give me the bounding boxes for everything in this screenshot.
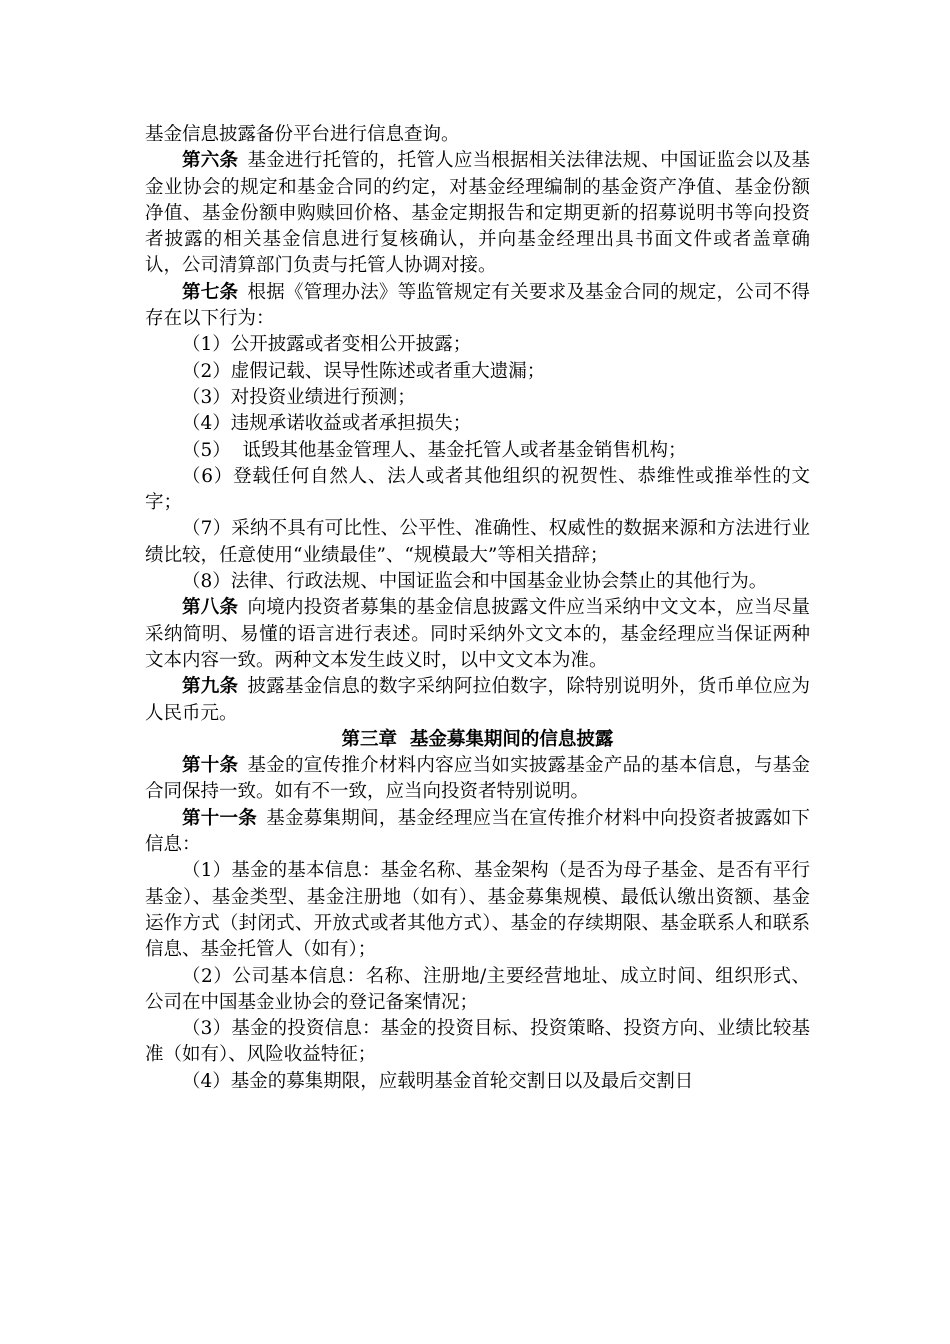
article-10-text: 基金的宣传推介材料内容应当如实披露基金产品的基本信息，与基金合同保持一致。如有不一致，应当向投资者特别说明。 [145, 755, 810, 803]
article-6 [145, 148, 810, 279]
article-9-label: 第九条 [182, 676, 239, 698]
document-page [145, 122, 810, 1095]
article-7-item: （2）虚假记载、误导性陈述或者重大遗漏； [182, 360, 546, 382]
article-7-item: （4）违规承诺收益或者承担损失； [182, 413, 472, 435]
article-11 [145, 806, 810, 859]
article-7-item: （7）采纳不具有可比性、公平性、准确性、权威性的数据来源和方法进行业绩比较，任意使用“业绩最佳”、“规模最大”等相关措辞； [145, 518, 810, 566]
article-7-item: （8）法律、行政法规、中国证监会和中国基金业协会禁止的其他行为。 [182, 571, 768, 593]
article-7-item: （3）对投资业绩进行预测； [182, 386, 416, 408]
chapter-heading: 第三章 基金募集期间的信息披露 [341, 728, 614, 750]
article-11-item: （2）公司基本信息：名称、注册地/主要经营地址、成立时间、组织形式、公司在中国基金业协会的登记备案情况； [145, 965, 810, 1013]
article-11-text: 基金募集期间，基金经理应当在宣传推介材料中向投资者披露如下信息： [145, 807, 810, 856]
article-6-text: 基金进行托管的，托管人应当根据相关法律法规、中国证监会以及基金业协会的规定和基金合同的约定，对基金经理编制的基金资产净值、基金份额净值、基金份额申购赎回价格、基金定期报告和定期更新的招募说明书等向投资者披露的相关基金信息进行复核确认，并向基金经理出具书面文件或者盖章确认，公司清算部门负责与托管人协调对接。 [145, 150, 810, 277]
article-11-item: （1）基金的基本信息：基金名称、基金架构（是否为母子基金、是否有平行基金）、基金类型、基金注册地（如有）、基金募集规模、最低认缴出资额、基金运作方式（封闭式、开放式或者其他方式）、基金的存续期限、基金联系人和联系信息、基金托管人（如有）； [145, 860, 810, 961]
article-10 [145, 753, 810, 806]
article-11-label: 第十一条 [182, 807, 258, 829]
article-7 [145, 280, 810, 333]
article-6-label: 第六条 [182, 150, 239, 172]
article-11-item: （3）基金的投资信息：基金的投资目标、投资策略、投资方向、业绩比较基准（如有）、风险收益特征； [145, 1018, 810, 1066]
article-9 [145, 674, 810, 727]
article-7-item: （6）登载任何自然人、法人或者其他组织的祝贺性、恭维性或推举性的文字； [145, 465, 810, 514]
article-7-text: 根据《管理办法》等监管规定有关要求及基金合同的规定，公司不得存在以下行为： [145, 281, 810, 330]
article-7-item: （5） 诋毁其他基金管理人、基金托管人或者基金销售机构； [182, 439, 687, 461]
article-9-text: 披露基金信息的数字采纳阿拉伯数字，除特别说明外，货币单位应为人民币元。 [145, 676, 810, 724]
article-7-label: 第七条 [182, 281, 239, 303]
article-8-text: 向境内投资者募集的基金信息披露文件应当采纳中文文本，应当尽量采纳简明、易懂的语言进行表述。同时采纳外文文本的，基金经理应当保证两种文本内容一致。两种文本发生歧义时，以中文文本为准。 [145, 597, 810, 671]
continued-paragraph: 基金信息披露备份平台进行信息查询。 [145, 124, 460, 145]
article-10-label: 第十条 [182, 755, 239, 777]
article-8 [145, 595, 810, 674]
article-8-label: 第八条 [182, 597, 239, 619]
article-7-item: （1）公开披露或者变相公开披露； [182, 334, 472, 356]
article-11-item: （4）基金的募集期限，应载明基金首轮交割日以及最后交割日 [182, 1070, 694, 1092]
